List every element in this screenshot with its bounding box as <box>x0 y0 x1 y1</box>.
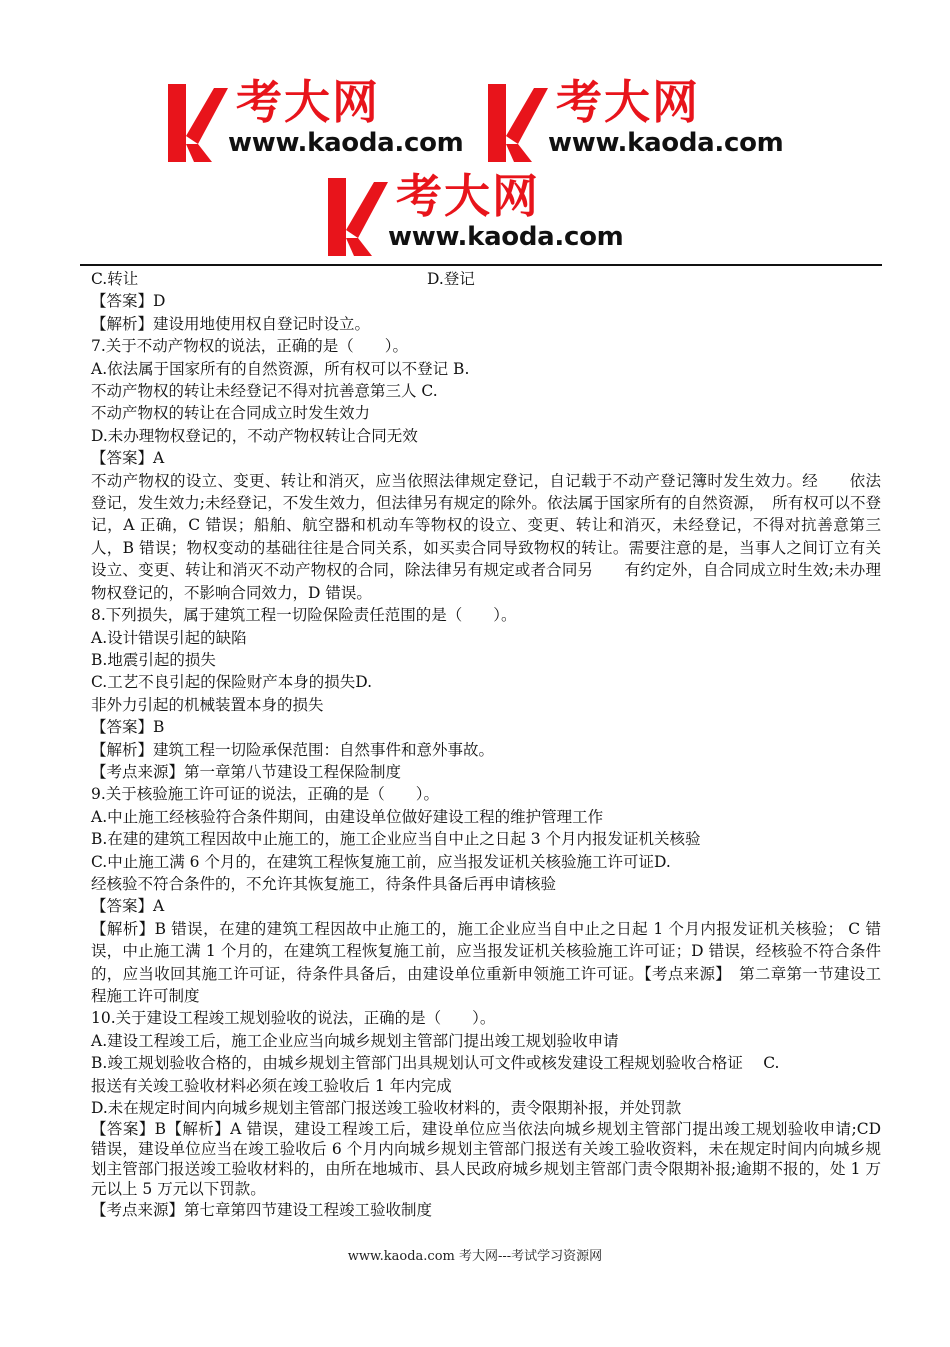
q9-option-a: A.中止施工经核验符合条件期间，由建设单位做好建设工程的维护管理工作 <box>91 807 604 826</box>
q9-analysis: 【解析】B 错误，在建的建筑工程因故中止施工的，施工企业应当自中止之日起 1 个月内报发证机关核验； C 错误，中止施工满 1 个月的，在建筑工程恢复施工前，应当报发证机关核验施工许可证；D 错误，经核验不符合条件的，应当收回其施工许可证，待条件具备后，由建设单位重新申领施工许可证。【考点来源】 第二章第一节建设工程施工许可制度 <box>91 919 881 1005</box>
q7-option-line: 不动产物权的转让未经登记不得对抗善意第三人 C. <box>91 382 438 401</box>
q10-option-c: 报送有关竣工验收材料必须在竣工验收后 1 年内完成 <box>91 1076 452 1095</box>
q9-answer: 【答案】A <box>91 897 165 916</box>
q7-stem: 7.关于不动产物权的说法，正确的是（ ）。 <box>91 337 409 356</box>
q10-option-a: A.建设工程竣工后，施工企业应当向城乡规划主管部门提出竣工规划验收申请 <box>91 1031 619 1050</box>
q8-source: 【考点来源】第一章第八节建设工程保险制度 <box>91 762 402 781</box>
header-divider <box>80 264 882 266</box>
logo-url-text: www.kaoda.com <box>228 128 464 158</box>
q8-option-d: 非外力引起的机械装置本身的损失 <box>91 695 324 714</box>
q7-option-line: 不动产物权的转让在合同成立时发生效力 <box>91 404 371 423</box>
q10-answer-analysis: 【答案】B【解析】A 错误，建设工程竣工后，建设单位应当依法向城乡规划主管部门提出竣工规划验收申请;CD 错误，建设单位应当在竣工验收后 6 个月内向城乡规划主管部门报送有关竣工验收资料，未在规定时间内向城乡规划主管部门报送竣工验收材料的，由所在地城市、县人民政府城乡规划主管部门责令限期补报;逾期不报的，处 1 万元以上 5 万元以下罚款。 <box>91 1120 886 1199</box>
q7-analysis: 不动产物权的设立、变更、转让和消灭，应当依照法律规定登记，自记载于不动产登记簿时发生效力。经 依法登记，发生效力;未经登记，不发生效力，但法律另有规定的除外。依法属于国家所有的自然资源， 所有权可以不登记，A 正确，C 错误；船舶、航空器和机动车等物权的设立、变更、转让和消灭，未经登记，不得对抗善意第三人，B 错误；物权变动的基础往往是合同关系，如买卖合同导致物权的转让。需要注意的是，当事人之间订立有关设立、变更、转让和消灭不动产物权的合同，除法律另有规定或者合同另 有约定外，自合同成立时生效;未办理物权登记的，不影响合同效力，D 错误。 <box>91 471 881 602</box>
logo-url-text: www.kaoda.com <box>548 128 784 158</box>
q10-source: 【考点来源】第七章第四节建设工程竣工验收制度 <box>91 1201 433 1220</box>
kaoda-logo-1 <box>168 75 478 164</box>
q6-analysis: 【解析】建设用地使用权自登记时设立。 <box>91 314 371 333</box>
q6-option-d: D.登记 <box>427 270 475 288</box>
q10-option-b: B.竣工规划验收合格的，由城乡规划主管部门出具规划认可文件或核发建设工程规划验收合格证 C. <box>91 1054 780 1073</box>
document-body <box>91 268 886 1222</box>
q6-option-c: C.转让 <box>91 270 139 288</box>
logo-url-text: www.kaoda.com <box>388 222 624 252</box>
q9-option-c: C.中止施工满 6 个月的，在建筑工程恢复施工前，应当报发证机关核验施工许可证D. <box>91 852 671 871</box>
q8-answer: 【答案】B <box>91 718 165 737</box>
q9-stem: 9.关于核验施工许可证的说法，正确的是（ ）。 <box>91 785 440 804</box>
q7-option-line: D.未办理物权登记的，不动产物权转让合同无效 <box>91 426 418 445</box>
q8-stem: 8.下列损失，属于建筑工程一切险保险责任范围的是（ ）。 <box>91 606 517 625</box>
logo-brand-text: 考大网 <box>556 75 700 129</box>
k-logo-icon <box>328 178 388 256</box>
kaoda-logo-2 <box>488 75 798 164</box>
q9-option-d: 经核验不符合条件的，不允许其恢复施工，待条件具备后再申请核验 <box>91 874 557 893</box>
q9-option-b: B.在建的建筑工程因故中止施工的，施工企业应当自中止之日起 3 个月内报发证机关核验 <box>91 830 701 849</box>
q6-answer: 【答案】D <box>91 292 166 311</box>
logo-brand-text: 考大网 <box>236 75 380 129</box>
q8-option-c: C.工艺不良引起的保险财产本身的损失D. <box>91 673 373 692</box>
kaoda-logo-3 <box>328 169 638 258</box>
q7-option-line: A.依法属于国家所有的自然资源，所有权可以不登记 B. <box>91 359 470 378</box>
q7-answer: 【答案】A <box>91 449 165 468</box>
logo-brand-text: 考大网 <box>396 169 540 223</box>
q8-analysis: 【解析】建筑工程一切险承保范围：自然事件和意外事故。 <box>91 740 495 759</box>
k-logo-icon <box>488 84 548 162</box>
q8-option-a: A.设计错误引起的缺陷 <box>91 628 247 647</box>
k-logo-icon <box>168 84 228 162</box>
q6-options-row <box>91 268 881 290</box>
q10-option-d: D.未在规定时间内向城乡规划主管部门报送竣工验收材料的，责令限期补报，并处罚款 <box>91 1099 682 1118</box>
q10-stem: 10.关于建设工程竣工规划验收的说法，正确的是（ ）。 <box>91 1009 496 1028</box>
q8-option-b: B.地震引起的损失 <box>91 650 216 669</box>
page-footer: www.kaoda.com 考大网---考试学习资源网 <box>347 1249 603 1264</box>
